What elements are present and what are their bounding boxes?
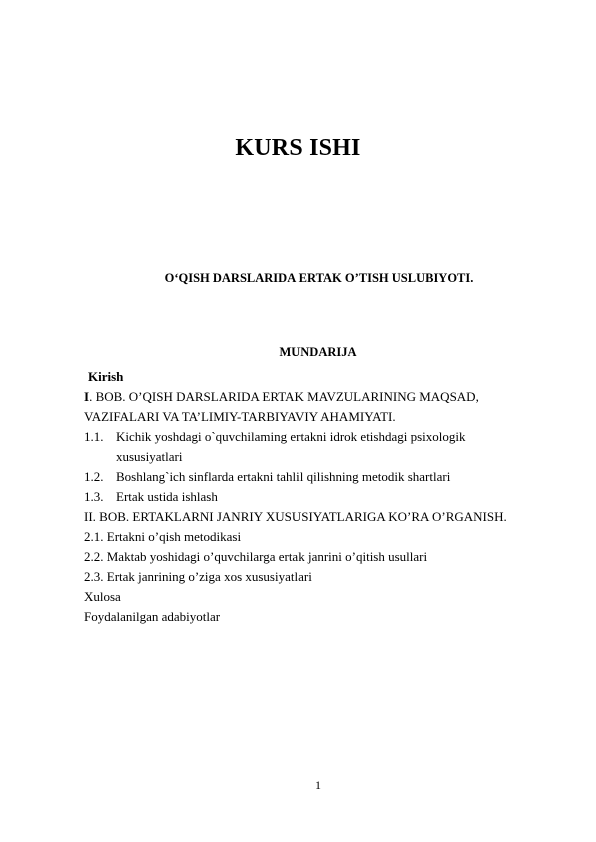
toc-item-chapter-2: II. BOB. ERTAKLARNI JANRIY XUSUSIYATLARIGA KO’RA O’RGANISH. <box>84 509 507 524</box>
toc-item-references: Foydalanilgan adabiyotlar <box>84 609 221 624</box>
toc-item-1-2 <box>84 467 564 487</box>
section-1-1-title: Kichik yoshdagi o`quvchilaming ertakni idrok etishdagi psixologik <box>116 429 466 444</box>
chapter-1-title-line-2: VAZIFALARI VA TA’LIMIY-TARBIYAVIY AHAMIYATI. <box>84 409 396 424</box>
toc-item-1-1 <box>84 427 564 447</box>
chapter-1-numeral: I <box>84 389 90 404</box>
section-1-2-number: 1.2. <box>84 469 104 484</box>
page-number: 1 <box>315 778 321 792</box>
toc-item-chapter-1 <box>84 387 564 407</box>
document-subtitle: O‘QISH DARSLARIDA ERTAK O’TISH USLUBIYOTI. <box>164 271 474 285</box>
toc-item-2-3: 2.3. Ertak janrining o’ziga xos xususiyatlari <box>84 569 312 584</box>
section-1-3-title: Ertak ustida ishlash <box>116 489 218 504</box>
toc-item-2-1: 2.1. Ertakni o’qish metodikasi <box>84 529 242 544</box>
toc-item-conclusion: Xulosa <box>84 589 121 604</box>
section-1-1-number: 1.1. <box>84 429 104 444</box>
toc-heading: MUNDARIJA <box>279 345 357 359</box>
document-title: KURS ISHI <box>235 135 361 161</box>
section-1-3-number: 1.3. <box>84 489 104 504</box>
toc-item-intro: Kirish <box>88 369 124 384</box>
chapter-1-title-line-1: . BOB. O’QISH DARSLARIDA ERTAK MAVZULARINING MAQSAD, <box>89 389 479 404</box>
section-1-2-title: Boshlang`ich sinflarda ertakni tahlil qilishning metodik shartlari <box>116 469 451 484</box>
section-1-1-title-continued: xususiyatlari <box>116 449 183 464</box>
table-of-contents <box>84 367 564 627</box>
toc-item-2-2: 2.2. Maktab yoshidagi o’quvchilarga ertak janrini o’qitish usullari <box>84 549 428 564</box>
toc-item-1-3 <box>84 487 564 507</box>
